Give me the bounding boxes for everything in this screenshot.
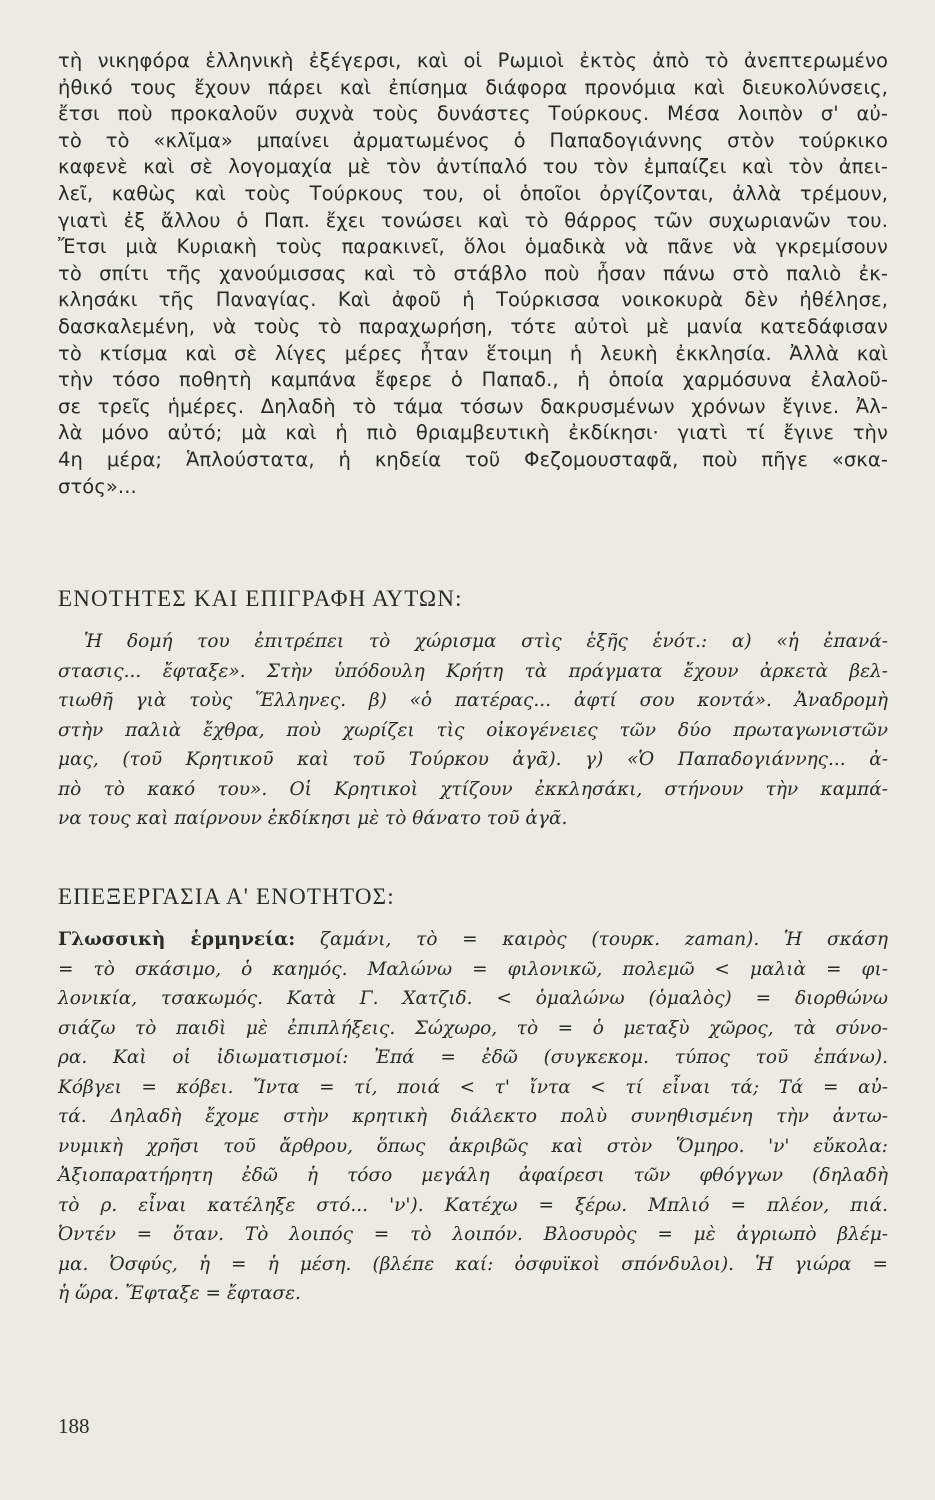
body-paragraph-3 — [58, 925, 888, 1309]
text-line: = τὸ σκάσιμο, ὁ καημός. Μαλώνω = φιλονικῶ, πολεμῶ < μαλιὰ = φι- — [58, 958, 888, 980]
text-line: Ὀντέν = ὅταν. Τὸ λοιπός = τὸ λοιπόν. Βλοσυρὸς = μὲ ἀγριωπὸ βλέμ- — [58, 1224, 888, 1245]
text-line: Ἀξιοπαρατήρητη ἐδῶ ἡ τόσο μεγάλη ἀφαίρεσι τῶν φθόγγων (δηλαδὴ — [58, 1165, 888, 1186]
text-line: τὴ νικηφόρα ἑλληνικὴ ἐξέγερσι, καὶ οἱ Ρωμιοὶ ἐκτὸς ἀπὸ τὸ ἀνεπτερωμένο — [58, 49, 888, 72]
text-line: τὸ κτίσμα καὶ σὲ λίγες μέρες ἦταν ἕτοιμη ἡ λευκὴ ἐκκλησία. Ἀλλὰ καὶ — [58, 341, 888, 365]
text-line: 4η μέρα; Ἁπλούστατα, ἡ κηδεία τοῦ Φεζομουσταφᾶ, ποὺ πῆγε «σκα- — [58, 447, 888, 471]
body-paragraph-1 — [58, 48, 888, 500]
text-line: τὸ ρ. εἶναι κατέληξε στό... 'ν'). Κατέχω = ξέρω. Μπλιό = πλέον, πιά. — [58, 1194, 888, 1216]
text-line: στὴν παλιὰ ἔχθρα, ποὺ χωρίζει τὶς οἰκογένειες τῶν δύο πρωταγωνιστῶν — [58, 719, 888, 741]
glossary-label: Γλωσσικὴ ἑρμηνεία: — [58, 929, 296, 950]
text-line: τὸ τὸ «κλῖμα» μπαίνει ἀρματωμένος ὁ Παπαδογιάννης στὸν τούρκικο — [58, 128, 888, 152]
text-line: στασις... ἔφταξε». Στὴν ὑπόδουλη Κρήτη τὰ πράγματα ἔχουν ἀρκετὰ βελ- — [58, 660, 888, 682]
text-line: Κόβγει = κόβει. Ἴντα = τί, ποιά < τ' ἴντα < τί εἶναι τά; Τά = αὐ- — [58, 1076, 888, 1098]
text-line: γιατὶ ἐξ ἄλλου ὁ Παπ. ἔχει τονώσει καὶ τὸ θάρρος τῶν συχωριανῶν του. — [58, 208, 888, 232]
section-heading-processing: ΕΠΕΞΕΡΓΑΣΙΑ Α' ΕΝΟΤΗΤΟΣ: — [58, 884, 395, 909]
text-line: λεῖ, καθὼς καὶ τοὺς Τούρκους του, οἱ ὁποῖοι ὀργίζονται, ἀλλὰ τρέμουν, — [58, 181, 888, 205]
text-line: νυμικὴ χρῆσι τοῦ ἄρθρου, ὅπως ἀκριβῶς καὶ στὸν Ὅμηρο. 'ν' εὔκολα: — [58, 1135, 888, 1157]
text-line: τὸ σπίτι τῆς χανούμισσας καὶ τὸ στάβλο ποὺ ἦσαν πάνω στὸ παλιὸ ἐκ- — [58, 261, 888, 285]
text-line-content: ζαμάνι, τὸ = καιρὸς (τουρκ. zaman). Ἡ σκάση — [319, 929, 888, 950]
text-line: στός»... — [58, 474, 137, 498]
body-paragraph-2 — [58, 627, 888, 834]
text-line: τά. Δηλαδὴ ἔχομε στὴν κρητικὴ διάλεκτο πολὺ συνηθισμένη τὴν ἀντω- — [58, 1106, 888, 1127]
text-line — [58, 925, 888, 955]
text-line: ἔτσι ποὺ προκαλοῦν συχνὰ τοὺς δυνάστες Τούρκους. Μέσα λοιπὸν σ' αὐ- — [58, 102, 888, 126]
text-line: ἡ ὥρα. Ἔφταξε = ἔφτασε. — [58, 1283, 301, 1304]
text-line: ἠθικό τους ἔχουν πάρει καὶ ἐπίσημα διάφορα προνόμια καὶ διευκολύνσεις, — [58, 75, 888, 99]
text-line: λονικία, τσακωμός. Κατὰ Γ. Χατζιδ. < ὁμαλώνω (ὁμαλὸς) = διορθώνω — [58, 988, 888, 1009]
section-heading-units: ΕΝΟΤΗΤΕΣ ΚΑΙ ΕΠΙΓΡΑΦΗ ΑΥΤΩΝ: — [58, 586, 463, 611]
text-line: κλησάκι τῆς Παναγίας. Καὶ ἀφοῦ ἡ Τούρκισσα νοικοκυρὰ δὲν ἠθέλησε, — [58, 288, 888, 312]
page-number: 188 — [58, 1414, 90, 1438]
text-line: καφενὲ καὶ σὲ λογομαχία μὲ τὸν ἀντίπαλό του τὸν ἐμπαίζει καὶ τὸν ἀπει- — [58, 155, 888, 179]
text-line: πὸ τὸ κακό του». Οἱ Κρητικοὶ χτίζουν ἐκκλησάκι, στήνουν τὴν καμπά- — [58, 778, 888, 800]
text-line: ρα. Καὶ οἱ ἰδιωματισμοί: Ἐπά = ἐδῶ (συγκεκομ. τύπος τοῦ ἐπάνω). — [58, 1047, 888, 1068]
text-line: σιάζω τὸ παιδὶ μὲ ἐπιπλήξεις. Σώχωρο, τὸ = ὁ μεταξὺ χῶρος, τὰ σύνο- — [58, 1017, 888, 1039]
text-line: λὰ μόνο αὐτό; μὰ καὶ ἡ πιὸ θριαμβευτικὴ ἐκδίκησι· γιατὶ τί ἔγινε τὴν — [58, 421, 888, 445]
text-line: Ἔτσι μιὰ Κυριακὴ τοὺς παρακινεῖ, ὅλοι ὁμαδικὰ νὰ πᾶνε νὰ γκρεμίσουν — [58, 235, 888, 259]
text-line: μα. Ὀσφύς, ἡ = ἡ μέση. (βλέπε καί: ὀσφυϊκοὶ σπόνδυλοι). Ἡ γιώρα = — [58, 1253, 888, 1275]
text-line: σε τρεῖς ἡμέρες. Δηλαδὴ τὸ τάμα τόσων δακρυσμένων χρόνων ἔγινε. Ἀλ- — [58, 394, 888, 418]
text-line: να τους καὶ παίρνουν ἐκδίκησι μὲ τὸ θάνατο τοῦ ἀγᾶ. — [58, 808, 568, 829]
text-line: τιωθῆ γιὰ τοὺς Ἕλληνες. β) «ὁ πατέρας... ἀφτί σου κοντά». Ἀναδρομὴ — [58, 690, 888, 711]
text-line: μας, (τοῦ Κρητικοῦ καὶ τοῦ Τούρκου ἀγᾶ). γ) «Ὁ Παπαδογιάννης... ἀ- — [58, 749, 888, 770]
text-line: τὴν τόσο ποθητὴ καμπάνα ἔφερε ὁ Παπαδ., ἡ ὁποία χαρμόσυνα ἐλαλοῦ- — [58, 368, 888, 392]
text-line: Ἡ δομή του ἐπιτρέπει τὸ χώρισμα στὶς ἑξῆς ἑνότ.: α) «ἡ ἐπανά- — [84, 631, 888, 652]
text-line: δασκαλεμένη, νὰ τοὺς τὸ παραχωρήση, τότε αὐτοὶ μὲ μανία κατεδάφισαν — [58, 314, 888, 338]
